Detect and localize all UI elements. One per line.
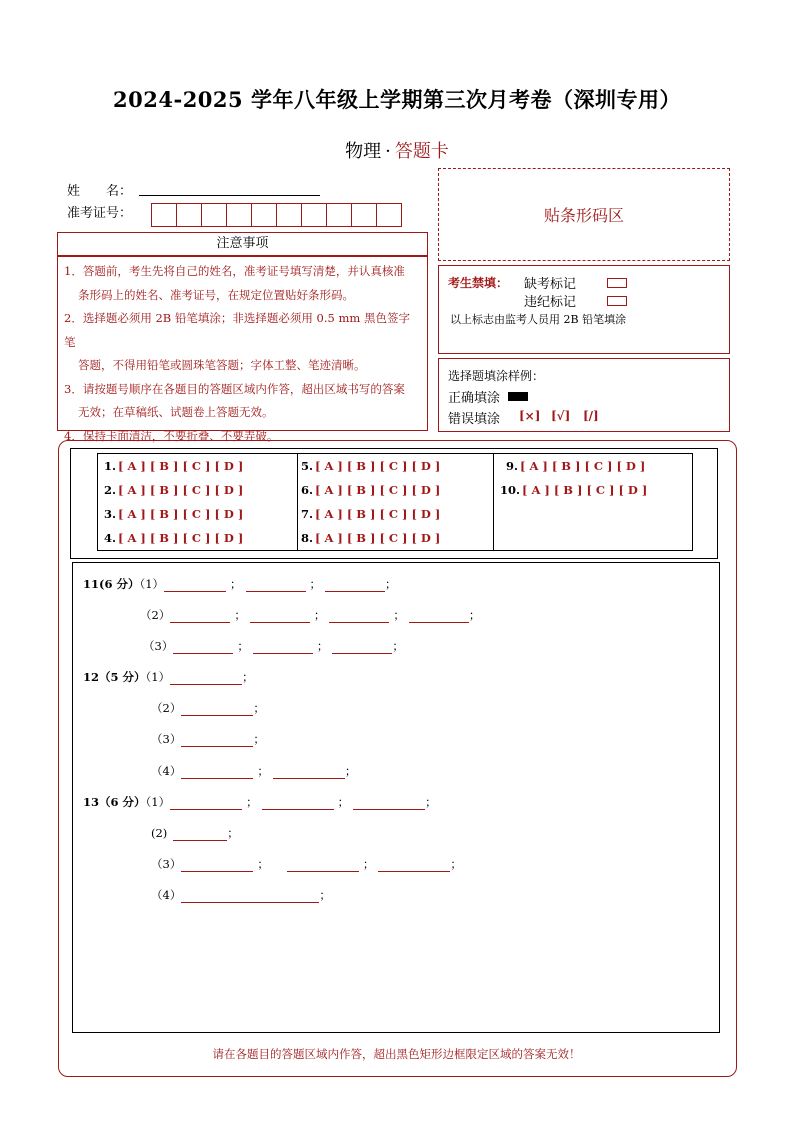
separator-dot: · [385,141,391,162]
q13-part2: (2) ； [151,826,239,840]
mc-grid [97,453,693,551]
notice-body [57,255,428,443]
q12-part2: （2） ； [151,701,265,715]
card-subtitle [0,137,794,163]
q11-part2: （2） ； ； ； ； [140,608,481,622]
notice-line: 答题，不得用铅笔或圆珠笔答题；字体工整、笔迹清晰。 [78,358,366,372]
sample-box [438,358,730,432]
notice-line: 1．答题前，考生先将自己的姓名，准考证号填写清楚，并认真核准 [64,264,405,278]
answer-blank[interactable] [250,610,310,623]
notice-title: 注意事项 [57,232,428,257]
wrong-mark-slash: [/] [583,409,599,423]
answer-blank[interactable] [253,641,313,654]
id-box[interactable] [151,203,177,227]
id-box[interactable] [376,203,402,227]
answer-blank[interactable] [173,828,227,841]
forbidden-label: 考生禁填： [448,276,509,290]
mc-divider [493,454,494,550]
mc-question-8[interactable]: 8. [ A ] [ B ] [ C ] [ D ] [301,531,441,545]
answer-blank[interactable] [332,641,392,654]
answer-blank[interactable] [273,766,345,779]
id-box[interactable] [176,203,202,227]
q13-label: 13（6 分） [83,795,146,809]
barcode-area [438,168,730,261]
answer-blank[interactable] [173,641,233,654]
answer-blank[interactable] [409,610,469,623]
absent-mark-box[interactable] [607,278,627,288]
notice-line: 无效；在草稿纸、试题卷上答题无效。 [78,405,274,419]
id-box[interactable] [326,203,352,227]
name-field[interactable] [139,181,320,196]
mc-question-4[interactable]: 4. [ A ] [ B ] [ C ] [ D ] [104,531,244,545]
q13-part3: （3） ； ； ； [151,857,462,871]
answer-blank[interactable] [181,766,253,779]
wrong-fill-label: 错误填涂 [448,412,501,427]
id-box[interactable] [201,203,227,227]
q12-part1: 12（5 分）（1） ； [83,670,254,684]
correct-fill-sample [508,392,528,401]
answer-blank[interactable] [170,672,242,685]
violation-mark-box[interactable] [607,296,627,306]
footer-warning: 请在各题目的答题区域内作答，超出黑色矩形边框限定区域的答案无效！ [212,1047,581,1061]
answer-card-label: 答题卡 [394,141,449,162]
mc-question-9[interactable]: 9. [ A ] [ B ] [ C ] [ D ] [506,459,646,473]
wrong-mark-check: [√] [551,409,571,423]
exam-title: 2024-2025 学年八年级上学期第三次月考卷（深圳专用） [113,87,681,112]
mc-question-3[interactable]: 3. [ A ] [ B ] [ C ] [ D ] [104,507,244,521]
answer-blank[interactable] [181,859,253,872]
exam-id-label: 准考证号： [67,206,133,221]
answer-blank[interactable] [378,859,450,872]
answer-blank[interactable] [170,610,230,623]
correct-fill-label: 正确填涂 [448,391,501,406]
subject-label: 物理 [345,141,382,162]
forbidden-box [438,265,730,354]
mc-question-10[interactable]: 10. [ A ] [ B ] [ C ] [ D ] [500,483,648,497]
answer-blank[interactable] [181,890,319,903]
answer-blank[interactable] [181,734,253,747]
answer-blank[interactable] [246,579,306,592]
exam-id-boxes[interactable] [152,203,402,227]
q11-part1: 11(6 分）（1） ； ； ； [83,577,397,591]
notice-line: 条形码上的姓名、准考证号，在规定位置贴好条形码。 [78,287,354,302]
id-box[interactable] [351,203,377,227]
notice-line: 2．选择题必须用 2B 铅笔填涂；非选择题必须用 0.5 mm 黑色签字笔 [64,311,410,349]
answer-blank[interactable] [325,579,385,592]
q11-label: 11(6 分） [83,577,140,591]
q12-label: 12（5 分） [83,670,146,684]
answer-blank[interactable] [353,797,425,810]
absent-mark-label: 缺考标记 [524,277,577,292]
id-box[interactable] [226,203,252,227]
mc-question-1[interactable]: 1. [ A ] [ B ] [ C ] [ D ] [104,459,244,473]
mc-question-7[interactable]: 7. [ A ] [ B ] [ C ] [ D ] [301,507,441,521]
q13-part4: （4） ； [151,888,331,902]
q11-part3: （3） ； ； ； [143,639,404,653]
notice-line: 4．保持卡面清洁，不要折叠、不要弄破。 [64,428,279,443]
violation-mark-label: 违纪标记 [524,295,577,310]
mc-question-5[interactable]: 5. [ A ] [ B ] [ C ] [ D ] [301,459,441,473]
forbidden-note: 以上标志由监考人员用 2B 铅笔填涂 [450,313,627,326]
sample-title: 选择题填涂样例： [448,369,545,383]
id-box[interactable] [276,203,302,227]
notice-line: 3．请按题号顺序在各题目的答题区域内作答，超出区域书写的答案 [64,381,405,396]
q13-part1: 13（6 分）（1） ； ； ； [83,795,437,809]
mc-divider [297,454,298,550]
answer-blank[interactable] [181,703,253,716]
answer-blank[interactable] [170,797,242,810]
name-label: 姓 名： [67,184,133,199]
q12-part4: （4） ； ； [151,764,357,778]
answer-blank[interactable] [164,579,226,592]
mc-question-2[interactable]: 2. [ A ] [ B ] [ C ] [ D ] [104,483,244,497]
answer-blank[interactable] [262,797,334,810]
id-box[interactable] [251,203,277,227]
wrong-mark-cross: [×] [519,409,541,423]
q12-part3: （3） ； [151,732,265,746]
answer-blank[interactable] [287,859,359,872]
barcode-label: 贴条形码区 [543,206,624,225]
id-box[interactable] [301,203,327,227]
mc-question-6[interactable]: 6. [ A ] [ B ] [ C ] [ D ] [301,483,441,497]
answer-blank[interactable] [329,610,389,623]
